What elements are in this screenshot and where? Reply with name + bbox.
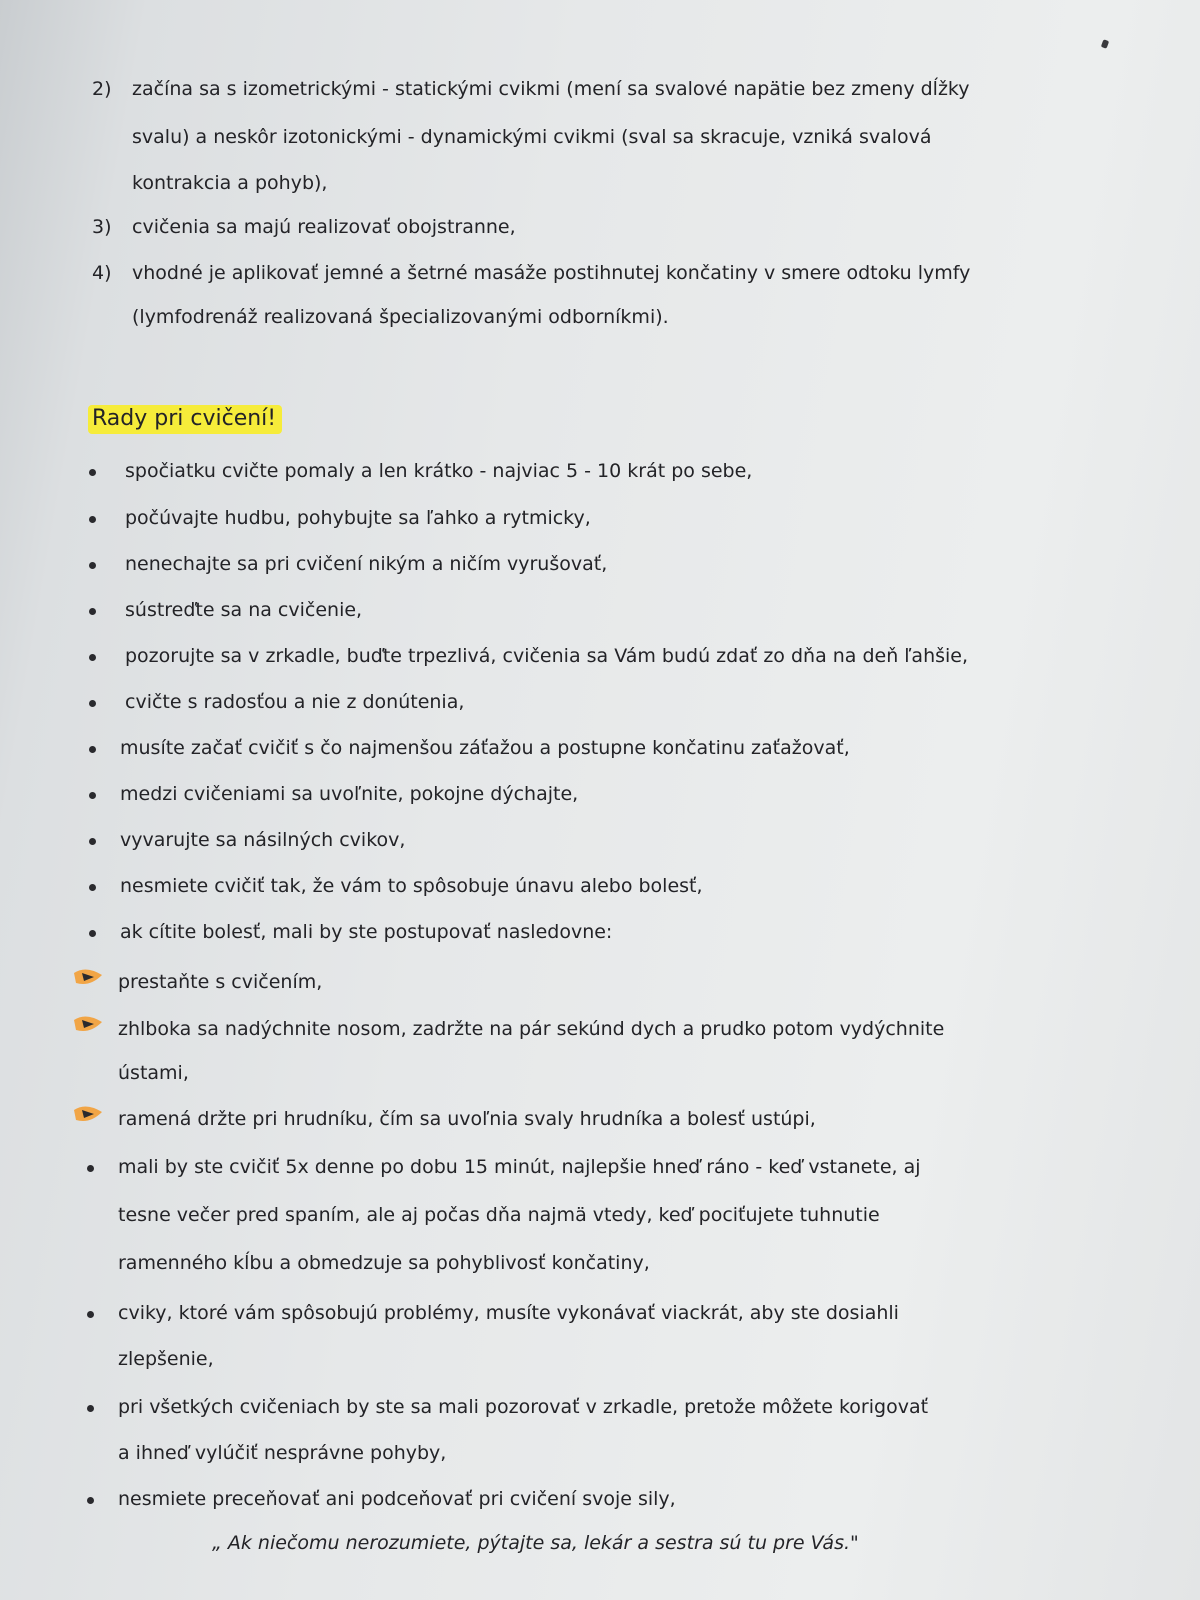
bullet-dot: [89, 562, 96, 569]
bullet-dot: [89, 930, 96, 937]
bullet-item: pri všetkých cvičeniach by ste sa mali pozorovať v zrkadle, pretože môžete korigovať: [118, 1396, 929, 1418]
bullet-dot: [89, 884, 96, 891]
arrow-item: ústami,: [118, 1062, 189, 1084]
orange-arrow-icon: [72, 1102, 108, 1124]
bullet-dot: [89, 516, 96, 523]
arrow-item: ramená držte pri hrudníku, čím sa uvoľnia svaly hrudníka a bolesť ustúpi,: [118, 1108, 816, 1130]
list-number: 2): [92, 78, 112, 100]
list-item-line: svalu) a neskôr izotonickými - dynamickými cvikmi (sval sa skracuje, vzniká svalová: [132, 126, 932, 148]
arrow-item: zhlboka sa nadýchnite nosom, zadržte na pár sekúnd dych a prudko potom vydýchnite: [118, 1018, 945, 1040]
bullet-item: počúvajte hudbu, pohybujte sa ľahko a rytmicky,: [125, 507, 591, 529]
bullet-dot: [89, 838, 96, 845]
bullet-item: zlepšenie,: [118, 1348, 214, 1370]
list-item-line: vhodné je aplikovať jemné a šetrné masáže postihnutej končatiny v smere odtoku lymfy: [132, 262, 971, 284]
bullet-dot: [89, 469, 96, 476]
bullet-item: tesne večer pred spaním, ale aj počas dňa najmä vtedy, keď pociťujete tuhnutie: [118, 1204, 880, 1226]
bullet-item: ak cítite bolesť, mali by ste postupovať nasledovne:: [120, 921, 613, 943]
bullet-dot: [89, 608, 96, 615]
list-number: 4): [92, 262, 112, 284]
list-number: 3): [92, 216, 112, 238]
list-item-line: (lymfodrenáž realizovaná špecializovanými odborníkmi).: [132, 306, 669, 328]
bullet-item: ramenného kĺbu a obmedzuje sa pohyblivosť končatiny,: [118, 1252, 650, 1274]
orange-arrow-icon: [72, 965, 108, 987]
staple-mark: [1101, 39, 1109, 49]
bullet-item: medzi cvičeniami sa uvoľnite, pokojne dýchajte,: [120, 783, 579, 805]
bullet-item: a ihneď vylúčiť nesprávne pohyby,: [118, 1442, 447, 1464]
orange-arrow-icon: [72, 1012, 108, 1034]
bullet-item: nenechajte sa pri cvičení nikým a ničím vyrušovať,: [125, 553, 608, 575]
section-heading: Rady pri cvičení!: [88, 405, 282, 434]
bullet-item: cvičte s radosťou a nie z donútenia,: [125, 691, 465, 713]
list-item-line: začína sa s izometrickými - statickými cvikmi (mení sa svalové napätie bez zmeny dĺžky: [132, 78, 970, 100]
arrow-item: prestaňte s cvičením,: [118, 971, 323, 993]
bullet-item: pozorujte sa v zrkadle, buďte trpezlivá, cvičenia sa Vám budú zdať zo dňa na deň ľahšie,: [125, 645, 969, 667]
bullet-dot: [87, 1497, 94, 1504]
bullet-item: cviky, ktoré vám spôsobujú problémy, musíte vykonávať viackrát, aby ste dosiahli: [118, 1302, 899, 1324]
bullet-dot: [89, 700, 96, 707]
bullet-dot: [89, 746, 96, 753]
bullet-item: nesmiete preceňovať ani podceňovať pri cvičení svoje sily,: [118, 1488, 676, 1510]
bullet-dot: [89, 654, 96, 661]
bullet-dot: [87, 1165, 94, 1172]
bullet-dot: [89, 792, 96, 799]
closing-quote: „ Ak niečomu nerozumiete, pýtajte sa, lekár a sestra sú tu pre Vás.": [212, 1532, 859, 1554]
bullet-dot: [87, 1405, 94, 1412]
bullet-item: spočiatku cvičte pomaly a len krátko - najviac 5 - 10 krát po sebe,: [125, 460, 753, 482]
bullet-item: musíte začať cvičiť s čo najmenšou záťažou a postupne končatinu zaťažovať,: [120, 737, 850, 759]
list-item-line: cvičenia sa majú realizovať obojstranne,: [132, 216, 516, 238]
bullet-item: vyvarujte sa násilných cvikov,: [120, 829, 406, 851]
list-item-line: kontrakcia a pohyb),: [132, 172, 328, 194]
bullet-item: sústreďte sa na cvičenie,: [125, 599, 363, 621]
bullet-item: mali by ste cvičiť 5x denne po dobu 15 minút, najlepšie hneď ráno - keď vstanete, aj: [118, 1156, 921, 1178]
bullet-item: nesmiete cvičiť tak, že vám to spôsobuje únavu alebo bolesť,: [120, 875, 703, 897]
bullet-dot: [87, 1311, 94, 1318]
